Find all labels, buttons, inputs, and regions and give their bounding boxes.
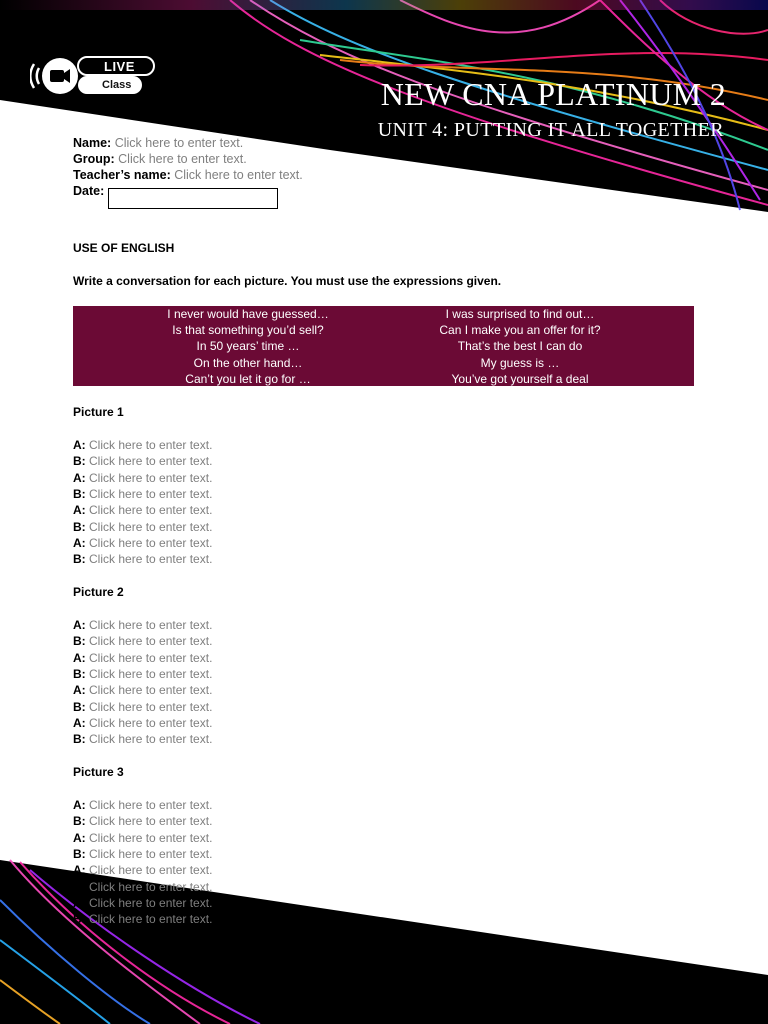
expressions-box <box>73 306 694 386</box>
dialogue-input[interactable]: Click here to enter text. <box>89 863 213 878</box>
dialogue-line <box>73 731 212 747</box>
speaker-label: B: <box>73 666 86 681</box>
speaker-label: A: <box>73 683 86 698</box>
expression-item: I never would have guessed… <box>167 307 329 321</box>
dialogue-line <box>73 715 212 731</box>
name-field <box>73 136 243 150</box>
expression-item: On the other hand… <box>193 355 303 370</box>
instruction-text: Write a conversation for each picture. You must use the expressions given. <box>73 274 502 288</box>
speaker-label: B: <box>73 879 86 894</box>
section-title: USE OF ENGLISH <box>73 241 175 255</box>
group-input[interactable]: Click here to enter text. <box>118 152 247 166</box>
dialogue-line <box>73 535 212 551</box>
date-input[interactable] <box>108 188 278 209</box>
speaker-label: A: <box>73 863 86 878</box>
dialogue-input[interactable]: Click here to enter text. <box>89 830 213 845</box>
name-input[interactable]: Click here to enter text. <box>114 136 244 150</box>
expression-item: My guess is … <box>480 355 560 370</box>
group-field <box>73 152 247 166</box>
expression-item: That’s the best I can do <box>457 339 583 354</box>
speaker-label: A: <box>73 438 86 452</box>
speaker-label: A: <box>73 895 86 910</box>
dialogue-line <box>73 633 212 649</box>
speaker-label: B: <box>73 846 86 861</box>
speaker-label: A: <box>73 503 86 518</box>
dialogue-line <box>73 797 212 813</box>
dialogue-input[interactable]: Click here to enter text. <box>89 912 213 927</box>
dialogue-line <box>73 470 212 486</box>
dialogue-line <box>73 895 212 911</box>
name-label: Name: <box>73 136 112 150</box>
dialogue-input[interactable]: Click here to enter text. <box>89 519 213 534</box>
speaker-label: B: <box>73 552 86 567</box>
dialogue-input[interactable]: Click here to enter text. <box>89 814 213 829</box>
speaker-label: A: <box>73 618 86 632</box>
live-class-logo <box>30 54 160 98</box>
dialogue-input[interactable]: Click here to enter text. <box>89 486 213 501</box>
dialogue-input[interactable]: Click here to enter text. <box>89 895 213 910</box>
dialogue-line <box>73 830 212 846</box>
teacher-label: Teacher’s name: <box>73 168 171 182</box>
speaker-label: B: <box>73 699 86 714</box>
dialogue-input[interactable]: Click here to enter text. <box>89 879 213 894</box>
expression-item: Is that something you’d sell? <box>172 323 324 338</box>
dialogue-input[interactable]: Click here to enter text. <box>89 650 213 665</box>
dialogue-line <box>73 519 212 535</box>
logo-live-text: LIVE <box>104 59 135 74</box>
speaker-label: B: <box>73 519 86 534</box>
speaker-label: A: <box>73 650 86 665</box>
picture-heading: Picture 2 <box>73 585 124 599</box>
dialogue-input[interactable]: Click here to enter text. <box>89 715 213 730</box>
dialogue-line <box>73 862 212 878</box>
dialogue-line <box>73 699 212 715</box>
expressions-left-column <box>103 306 393 387</box>
teacher-input[interactable]: Click here to enter text. <box>174 168 303 182</box>
expression-item: Can’t you let it go for … <box>185 371 311 386</box>
dialogue-line <box>73 617 212 633</box>
speaker-label: A: <box>73 470 86 485</box>
camera-icon <box>30 54 160 98</box>
speaker-label: A: <box>73 830 86 845</box>
page-subtitle: UNIT 4: PUTTING IT ALL TOGETHER <box>377 119 724 141</box>
picture-heading: Picture 1 <box>73 405 124 419</box>
dialogue-input[interactable]: Click here to enter text. <box>89 552 213 567</box>
speaker-label: B: <box>73 814 86 829</box>
expression-item: I was surprised to find out… <box>445 307 595 321</box>
expression-item: In 50 years’ time … <box>196 339 300 354</box>
speaker-label: B: <box>73 912 86 927</box>
speaker-label: B: <box>73 486 86 501</box>
expression-item: You’ve got yourself a deal <box>451 371 589 386</box>
dialogue-line <box>73 846 212 862</box>
dialogue-input[interactable]: Click here to enter text. <box>89 454 213 469</box>
dialogue-line <box>73 879 212 895</box>
dialogue-input[interactable]: Click here to enter text. <box>89 535 213 550</box>
dialogue-line <box>73 502 212 518</box>
speaker-label: B: <box>73 732 86 747</box>
date-label: Date: <box>73 184 105 198</box>
dialogue-input[interactable]: Click here to enter text. <box>89 683 213 698</box>
logo-class-text: Class <box>102 79 132 91</box>
expressions-right-column <box>373 306 667 387</box>
dialogue-input[interactable]: Click here to enter text. <box>89 470 213 485</box>
teacher-field <box>73 168 303 182</box>
dialogue-input[interactable]: Click here to enter text. <box>89 618 213 632</box>
dialogue-line <box>73 650 212 666</box>
dialogue-line <box>73 682 212 698</box>
dialogue-input[interactable]: Click here to enter text. <box>89 798 213 812</box>
picture-heading: Picture 3 <box>73 765 124 779</box>
dialogue-input[interactable]: Click here to enter text. <box>89 699 213 714</box>
dialogue-input[interactable]: Click here to enter text. <box>89 846 213 861</box>
speaker-label: A: <box>73 798 86 812</box>
page-title: NEW CNA PLATINUM 2 <box>380 76 726 112</box>
dialogue-line <box>73 453 212 469</box>
dialogue-line <box>73 551 212 567</box>
dialogue-line <box>73 437 212 453</box>
group-label: Group: <box>73 152 115 166</box>
dialogue-line <box>73 486 212 502</box>
speaker-label: A: <box>73 715 86 730</box>
dialogue-line <box>73 813 212 829</box>
dialogue-input[interactable]: Click here to enter text. <box>89 732 213 747</box>
speaker-label: B: <box>73 634 86 649</box>
dialogue-line <box>73 911 212 927</box>
dialogue-input[interactable]: Click here to enter text. <box>89 666 213 681</box>
dialogue-input[interactable]: Click here to enter text. <box>89 438 213 452</box>
dialogue-input[interactable]: Click here to enter text. <box>89 634 213 649</box>
dialogue-line <box>73 666 212 682</box>
dialogue-input[interactable]: Click here to enter text. <box>89 503 213 518</box>
speaker-label: B: <box>73 454 86 469</box>
speaker-label: A: <box>73 535 86 550</box>
expression-item: Can I make you an offer for it? <box>439 323 601 338</box>
